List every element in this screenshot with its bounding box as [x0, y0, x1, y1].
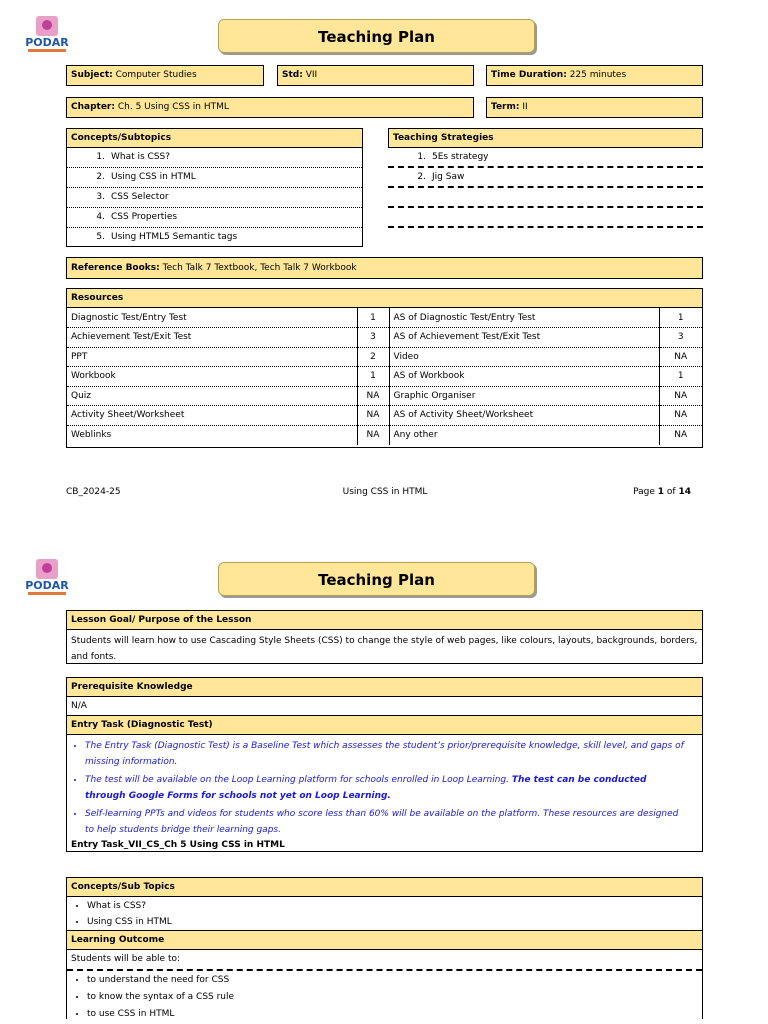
std-value: VII [305, 70, 318, 80]
resource-count: 2 [357, 347, 389, 367]
reference-books-box: Reference Books: Tech Talk 7 Textbook, Tech Talk 7 Workbook [66, 257, 703, 279]
assessment-name: Video [389, 347, 659, 367]
resource-name: Diagnostic Test/Entry Test [67, 308, 357, 328]
footer-title: Using CSS in HTML [342, 487, 428, 497]
chapter-box: Chapter: Ch. 5 Using CSS in HTML [66, 97, 474, 118]
assessment-count: NA [659, 347, 702, 367]
reference-books-value: Tech Talk 7 Textbook, Tech Talk 7 Workbook [162, 263, 357, 273]
time-duration-box: Time Duration: 225 minutes [486, 65, 703, 86]
assessment-name: AS of Workbook [389, 367, 659, 387]
resource-name: Quiz [67, 386, 357, 406]
std-box: Std: VII [277, 65, 474, 86]
assessment-name: AS of Activity Sheet/Worksheet [389, 406, 659, 426]
strategies-table [388, 128, 703, 247]
resource-count: NA [357, 425, 389, 445]
concepts-table [66, 128, 363, 247]
list-item: 4. CSS Properties [67, 208, 362, 228]
subject-value: Computer Studies [115, 70, 197, 80]
strategies-header: Teaching Strategies [388, 128, 703, 148]
resource-name: Workbook [67, 367, 357, 387]
resources-table [66, 288, 703, 448]
table-row [67, 386, 702, 406]
resources-header: Resources [67, 289, 702, 308]
resource-name: Weblinks [71, 430, 112, 440]
subject-box: Subject: Computer Studies [66, 65, 264, 86]
list-item: 1. 5Es strategy [388, 148, 703, 168]
assessment-name: Any other [393, 430, 438, 440]
list-item: • to understand the need for CSS [87, 972, 702, 989]
assessment-count: NA [659, 406, 702, 426]
list-item: • Using CSS in HTML [87, 914, 702, 930]
assessment-count: 3 [659, 328, 702, 348]
resource-count: NA [357, 406, 389, 426]
assessment-count: 1 [659, 367, 702, 387]
resource-count: 1 [357, 367, 389, 387]
lesson-goal-table [66, 610, 703, 664]
table-row [67, 347, 702, 367]
table-row [67, 406, 702, 426]
resource-name: PPT [67, 347, 357, 367]
school-logo [24, 16, 70, 52]
resource-count: NA [357, 386, 389, 406]
lesson-goal-header: Lesson Goal/ Purpose of the Lesson [67, 611, 702, 630]
chapter-value: Ch. 5 Using CSS in HTML [117, 102, 229, 112]
prerequisite-text: N/A [67, 697, 702, 716]
list-item: • What is CSS? [87, 898, 702, 914]
entry-task-header: Entry Task (Diagnostic Test) [67, 716, 702, 735]
prerequisite-header: Prerequisite Knowledge [67, 678, 702, 697]
footer-page-number: Page 1 of 14 [633, 487, 691, 497]
list-item: 2. Using CSS in HTML [67, 168, 362, 188]
assessment-count: NA [659, 386, 702, 406]
lesson-goal-text: Students will learn how to use Cascading Style Sheets (CSS) to change the style of web pages, like colours, layouts, backgrounds, borders, and fonts. [71, 636, 698, 662]
logo-emblem-icon [36, 16, 58, 36]
table-row [67, 328, 702, 348]
list-item: 1. What is CSS? [67, 148, 362, 168]
assessment-name: AS of Achievement Test/Exit Test [389, 328, 659, 348]
concepts-subtopics-header: Concepts/Sub Topics [67, 878, 702, 897]
term-box: Term: II [486, 97, 703, 118]
table-row [67, 425, 702, 445]
assessment-name: Graphic Organiser [389, 386, 659, 406]
assessment-count: 1 [659, 308, 702, 328]
term-value: II [522, 102, 528, 112]
resource-count: 3 [357, 328, 389, 348]
concepts-subtopics-table [66, 877, 703, 1019]
page-title: Teaching Plan [218, 19, 535, 53]
footer-code: CB_2024-25 [66, 487, 121, 497]
list-item: • to use CSS in HTML [87, 1006, 702, 1023]
list-item: • to know the syntax of a CSS rule [87, 989, 702, 1006]
page-title: Teaching Plan [218, 562, 535, 596]
list-item: • The Entry Task (Diagnostic Test) is a Baseline Test which assesses the student’s prior/prerequisite knowledge, skill level, and gaps of missing information. [85, 738, 688, 770]
time-duration-value: 225 minutes [569, 70, 627, 80]
list-item: 3. CSS Selector [67, 188, 362, 208]
table-row [67, 308, 702, 328]
assessment-count: NA [659, 425, 702, 445]
prerequisite-table [66, 677, 703, 852]
list-item: 5. Using HTML5 Semantic tags [96, 232, 238, 242]
table-row [67, 367, 702, 387]
list-item: • The test will be available on the Loop Learning platform for schools enrolled in Loop Learning. The test can be conducted through Google Forms for schools not yet on Loop Learning. [85, 772, 688, 804]
list-item: 2. Jig Saw [388, 168, 703, 188]
school-logo [24, 559, 70, 595]
resource-name: Activity Sheet/Worksheet [67, 406, 357, 426]
entry-task-link[interactable]: Entry Task_VII_CS_Ch 5 Using CSS in HTML [71, 840, 285, 850]
logo-name: PODAR [25, 579, 69, 592]
logo-name: PODAR [25, 36, 69, 49]
resource-name: Achievement Test/Exit Test [67, 328, 357, 348]
learning-outcome-intro: Students will be able to: [67, 950, 702, 971]
list-item: • Self-learning PPTs and videos for students who score less than 60% will be available on the platform. These resources are designed to help students bridge their learning gaps. [85, 806, 688, 838]
logo-emblem-icon [36, 559, 58, 579]
resource-count: 1 [357, 308, 389, 328]
assessment-name: AS of Diagnostic Test/Entry Test [389, 308, 659, 328]
concepts-header: Concepts/Subtopics [67, 129, 362, 148]
learning-outcome-header: Learning Outcome [67, 930, 702, 950]
